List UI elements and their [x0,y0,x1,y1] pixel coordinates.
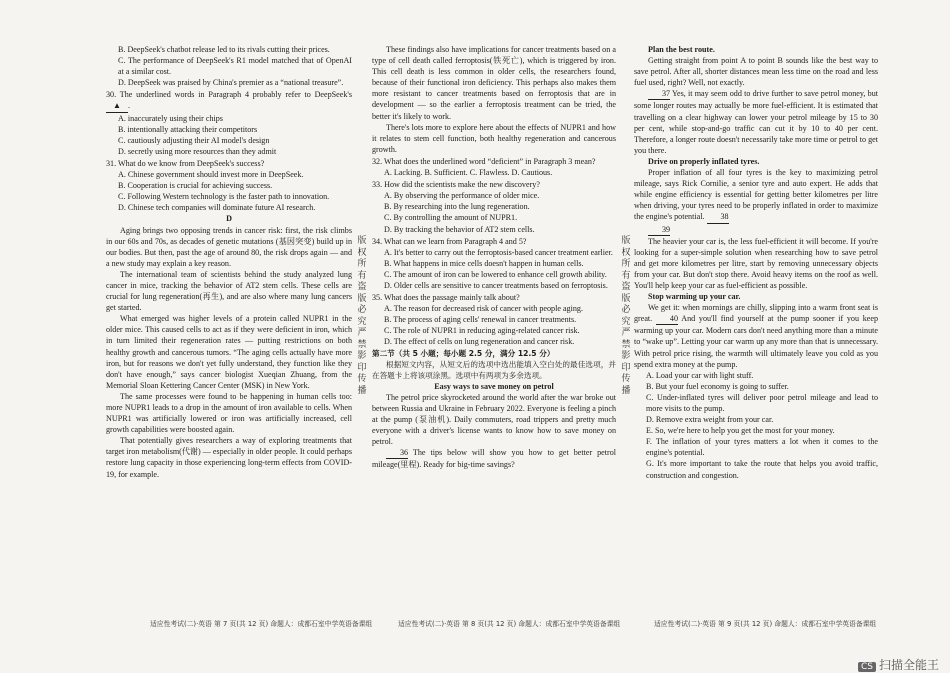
q35-stem: 35. What does the passage mainly talk about? [372,293,520,303]
column-middle [372,44,616,471]
blank-37: 37 [648,88,670,100]
q34-option: D. Older cells are sensitive to cancer treatments based on ferroptosis. [384,280,608,290]
q29-option: C. The performance of DeepSeek's R1 model matched that of OpenAI at a similar cost. [118,56,352,77]
passage-paragraph: 37 Yes, it may seem odd to drive further to save petrol money, but some longer routes may actually be more fuel-efficient. It is estimated that travelling on a clear highway can lower your petrol mileage by 15 to 30 per cent, while stop-and-go traffic can cut it by 10 to 40 per cent. Therefore, a longer route doesn't necessarily take more time or petrol to get you there. [634,89,878,155]
q33-option: C. By controlling the amount of NUPR1. [384,213,518,223]
passage-paragraph: These findings also have implications for cancer treatments based on a type of cell death called ferroptosis(铁死亡), which is triggered by iron. This cell death is less common in older cells, the researchers found, because of their functional iron deficiency. This perhaps also makes them more resistant to cancer treatments based on ferroptosis that are in development — so the earlier a ferroptosis treatment can be tried, the better it's likely to work. [372,45,616,121]
answer-option: C. Under-inflated tyres will deliver poor petrol mileage and lead to more visits to the pump. [646,392,878,413]
page-footer: 适应性考试(二)·英语 第 8 页(共 12 页) 命题人：成都石室中学英语备课组 [398,620,621,628]
answer-option: G. It's more important to take the route that helps you avoid traffic, construction and congestion. [646,459,878,480]
passage-paragraph: The petrol price skyrocketed around the world after the war broke out between Russia and Ukraine in February 2022. Everyone is feeling a pinch at the pump (泵油机). Daily commuters, road trippers and pretty much everyone with a driver's license wants to know how to save money on petrol. [372,392,616,447]
column-left [106,44,352,480]
passage-paragraph: Getting straight from point A to point B sounds like the best way to save petrol. After all, shorter distances mean less time on the road and less fuel used, right? Well, not exactly. [634,56,878,88]
section-d-heading: D [226,214,232,224]
q35-option: B. The process of aging cells' renewal in cancer treatments. [384,315,577,325]
section-2-instructions: 根据短文内容，从短文后的选项中选出能填入空白处的最佳选项，并在答题卡上将该项涂黑。选项中有两项为多余选项。 [372,359,616,380]
q31-option: B. Cooperation is crucial for achieving success. [118,181,273,191]
q33-stem: 33. How did the scientists make the new discovery? [372,180,540,190]
q32-options: A. Lacking. B. Sufficient. C. Flawless. D. Cautious. [384,168,553,178]
q30-blank: ▲ [106,100,128,112]
q35-option: C. The role of NUPR1 in reducing aging-related cancer risk. [384,326,580,336]
answer-option: D. Remove extra weight from your car. [646,415,774,425]
q35-option: A. The reason for decreased risk of cancer with people aging. [384,304,583,314]
q31-option: D. Chinese tech companies will dominate future AI research. [118,203,316,213]
passage-paragraph: We get it: when mornings are chilly, slipping into a warm front seat is great. 40 And you'll find yourself at the pump sooner if you keep warming up your car. Modern cars don't need anything more than a minute to “wake up”. Letting your car warm up any more than that is unnecessary. With petrol price rising, the warmth will ultimately leave you cold as you spend extra money at the pump. [634,303,878,369]
q30-option: D. secretly using more resources than they admit [118,146,277,156]
blank-38: 38 [707,211,729,223]
blank-36: 36 [386,447,408,459]
q29-option: D. DeepSeek was praised by China's premier as a “national treasure”. [118,78,344,88]
q30-option: A. inaccurately using their chips [118,113,223,123]
q32-stem: 32. What does the underlined word “deficient” in Paragraph 3 mean? [372,156,596,166]
q31-stem: 31. What do we know from DeepSeek's success? [106,158,265,168]
q31-option: A. Chinese government should invest more in DeepSeek. [118,170,304,180]
blank-39: 39 [648,224,670,236]
passage-paragraph: Aging brings two opposing trends in cancer risk: first, the risk climbs in our 60s and 70s, as decades of genetic mutations (基因突变) build up in our bodies. But then, past the age of around 80, the risk drops again — and a new study may explain a key reason. [106,225,352,268]
q31-option: C. Following Western technology is the faster path to innovation. [118,192,330,202]
passage-title: Easy ways to save money on petrol [434,381,554,391]
column-right [634,44,878,481]
q30-option: C. cautiously adjusting their AI model's design [118,135,270,145]
q35-option: D. The effect of cells on lung regeneration and cancer risk. [384,337,575,347]
answer-option: F. The inflation of your tyres matters a lot when it comes to the engine's potential. [646,437,878,458]
q34-option: C. The amount of iron can be lowered to enhance cell growth ability. [384,269,607,279]
q33-option: D. By tracking the behavior of AT2 stem cells. [384,224,535,234]
subheading: Plan the best route. [648,45,715,54]
q33-option: A. By observing the performance of older mice. [384,191,540,201]
q34-option: A. It's better to carry out the ferroptosis-based cancer treatment earlier. [384,247,613,257]
page-footer: 适应性考试(二)·英语 第 7 页(共 12 页) 命题人：成都石室中学英语备课组 [150,620,373,628]
passage-paragraph: What emerged was higher levels of a protein called NUPR1 in the older mice. This caused cells to act as if they were deficient in iron, which in turn limited their regeneration rates — putting restrictions on both healthy growth and cancerous tumors. “The aging cells actually have more iron, but for reasons we don't yet fully understand, they function like they don't have enough,” says cancer biologist Xueqian Zhuang, from the Memorial Sloan Kettering Cancer Center (MSK) in New York. [106,314,352,390]
subheading: Stop warming up your car. [648,292,741,302]
scanner-watermark: CS 扫描全能王 [858,656,939,673]
q29-option: B. DeepSeek's chatbot release led to its rivals cutting their prices. [118,45,330,54]
scanner-logo-icon: CS [858,662,876,672]
subheading-blank [634,224,878,236]
q30-option: B. intentionally attacking their competitors [118,124,258,134]
answer-option: E. So, we're here to help you get the most for your money. [646,426,835,436]
copyright-side-text: 版权所有盗版必究严禁影印传播 [357,236,367,396]
page-footer: 适应性考试(二)·英语 第 9 页(共 12 页) 命题人：成都石室中学英语备课组 [654,620,877,628]
q30-stem: 30. The underlined words in Paragraph 4 probably refer to DeepSeek's ▲ . [106,89,352,112]
blank-40: 40 [656,313,678,325]
copyright-side-text: 版权所有盗版必究严禁影印传播 [621,236,631,396]
passage-paragraph: 36 The tips below will show you how to get better petrol mileage(里程). Ready for big-time savings? [372,448,616,470]
q33-option: B. By researching into the lung regeneration. [384,202,530,212]
passage-paragraph: There's lots more to explore here about the effects of NUPR1 and how it relates to stem cell function, both healthy regeneration and cancerous growth. [372,122,616,154]
passage-paragraph: Proper inflation of all four tyres is the key to maximizing petrol mileage, says Rick Cornilie, a senior tyre and auto expert. He adds that while engine efficiency is essential for getting better kilometres per litre when driving, your tyres need to be properly inflated in order to maximize the engine's potential. 38 [634,167,878,223]
answer-option: A. Load your car with light stuff. [646,370,754,380]
passage-paragraph: The heavier your car is, the less fuel-efficient it will become. If you're looking for a super-simple solution when researching how to save petrol and get more kilometres per litre, start by removing unnecessary objects from your car. But don't stop there. Avoid heavy items on the roof as well. You'll help keep your car as fuel-efficient as possible. [634,236,878,290]
q34-option: B. What happens in mice cells doesn't happen in human cells. [384,258,584,268]
section-2-heading: 第二节（共 5 小题；每小题 2.5 分，满分 12.5 分） [372,348,555,358]
q34-stem: 34. What can we learn from Paragraph 4 and 5? [372,236,527,246]
answer-option: B. But your fuel economy is going to suffer. [646,381,789,391]
passage-paragraph: That potentially gives researchers a way of exploring treatments that target iron metabolism(代谢) — especially in older people. It could perhaps restore lung capacity in those experiencing long-term effects from COVID-19, for example. [106,436,352,479]
subheading: Drive on properly inflated tyres. [648,156,760,166]
passage-paragraph: The same processes were found to be happening in human cells too: more NUPR1 leads to a drop in the amount of iron available to cells. When NUPR1 was artificially lowered or iron was artificially increased, cell growth capabilities were boosted again. [106,391,352,435]
passage-paragraph: The international team of scientists behind the study analyzed lung cancer in mice, tracking the behavior of AT2 stem cells. These cells are crucial for lung regeneration(再生), and are also where many lung cancers get started. [106,269,352,313]
